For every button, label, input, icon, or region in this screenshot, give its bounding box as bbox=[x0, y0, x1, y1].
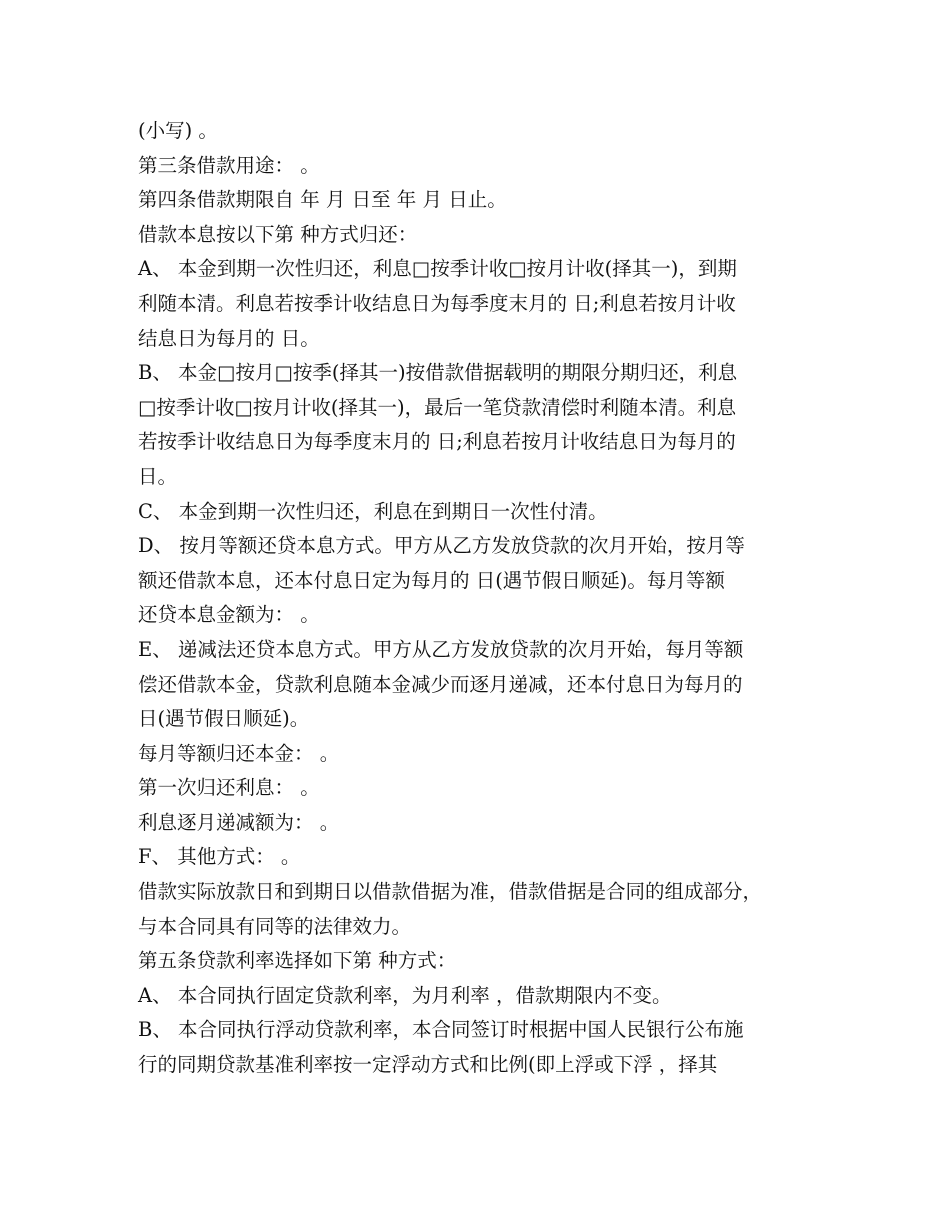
text-line: 借款本息按以下第 种方式归还： bbox=[138, 222, 418, 246]
text-line: 借款实际放款日和到期日以借款借据为准，借款借据是合同的组成部分， bbox=[138, 880, 763, 904]
text-line: E、 递减法还贷本息方式。甲方从乙方发放贷款的次月开始，每月等额 bbox=[138, 637, 744, 661]
text-line: C、 本金到期一次性归还，利息在到期日一次性付清。 bbox=[138, 499, 608, 523]
text-line: B、 本合同执行浮动贷款利率，本合同签订时根据中国人民银行公布施 bbox=[138, 1018, 744, 1042]
text-line: A、 本金到期一次性归还，利息□按季计收□按月计收(择其一)，到期 bbox=[138, 257, 737, 281]
text-line: 偿还借款本金，贷款利息随本金减少而逐月递减，还本付息日为每月的 bbox=[138, 672, 743, 696]
text-line: 第四条借款期限自 年 月 日至 年 月 日止。 bbox=[138, 188, 507, 212]
text-line: D、 按月等额还贷本息方式。甲方从乙方发放贷款的次月开始，按月等 bbox=[138, 534, 745, 558]
text-line: (小写) 。 bbox=[138, 119, 218, 142]
text-line: 利随本清。利息若按季计收结息日为每季度末月的 日;利息若按月计收 bbox=[138, 291, 736, 315]
text-line: 日。 bbox=[138, 464, 178, 488]
text-line: 第五条贷款利率选择如下第 种方式： bbox=[138, 949, 457, 973]
text-line: 利息逐月递减额为： 。 bbox=[138, 810, 340, 834]
text-line: 每月等额归还本金： 。 bbox=[138, 741, 340, 765]
text-line: 日(遇节假日顺延)。 bbox=[138, 707, 310, 731]
text-line: 与本合同具有同等的法律效力。 bbox=[138, 914, 412, 938]
text-line: B、 本金□按月□按季(择其一)按借款借据载明的期限分期归还，利息 bbox=[138, 361, 738, 385]
text-line: 行的同期贷款基准利率按一定浮动方式和比例(即上浮或下浮 ，择其 bbox=[138, 1053, 718, 1077]
text-line: 第三条借款用途： 。 bbox=[138, 153, 320, 177]
text-line: □按季计收□按月计收(择其一)，最后一笔贷款清偿时利随本清。利息 bbox=[138, 395, 737, 419]
text-line: 结息日为每月的 日。 bbox=[138, 326, 320, 350]
document-body bbox=[138, 114, 828, 1083]
text-line: A、 本合同执行固定贷款利率，为月利率 ，借款期限内不变。 bbox=[138, 983, 672, 1007]
text-line: F、 其他方式： 。 bbox=[138, 845, 301, 869]
text-line: 还贷本息金额为： 。 bbox=[138, 603, 320, 627]
text-line: 若按季计收结息日为每季度末月的 日;利息若按月计收结息日为每月的 bbox=[138, 430, 736, 454]
text-line: 第一次归还利息： 。 bbox=[138, 776, 320, 800]
text-line: 额还借款本息，还本付息日定为每月的 日(遇节假日顺延)。每月等额 bbox=[138, 568, 725, 592]
